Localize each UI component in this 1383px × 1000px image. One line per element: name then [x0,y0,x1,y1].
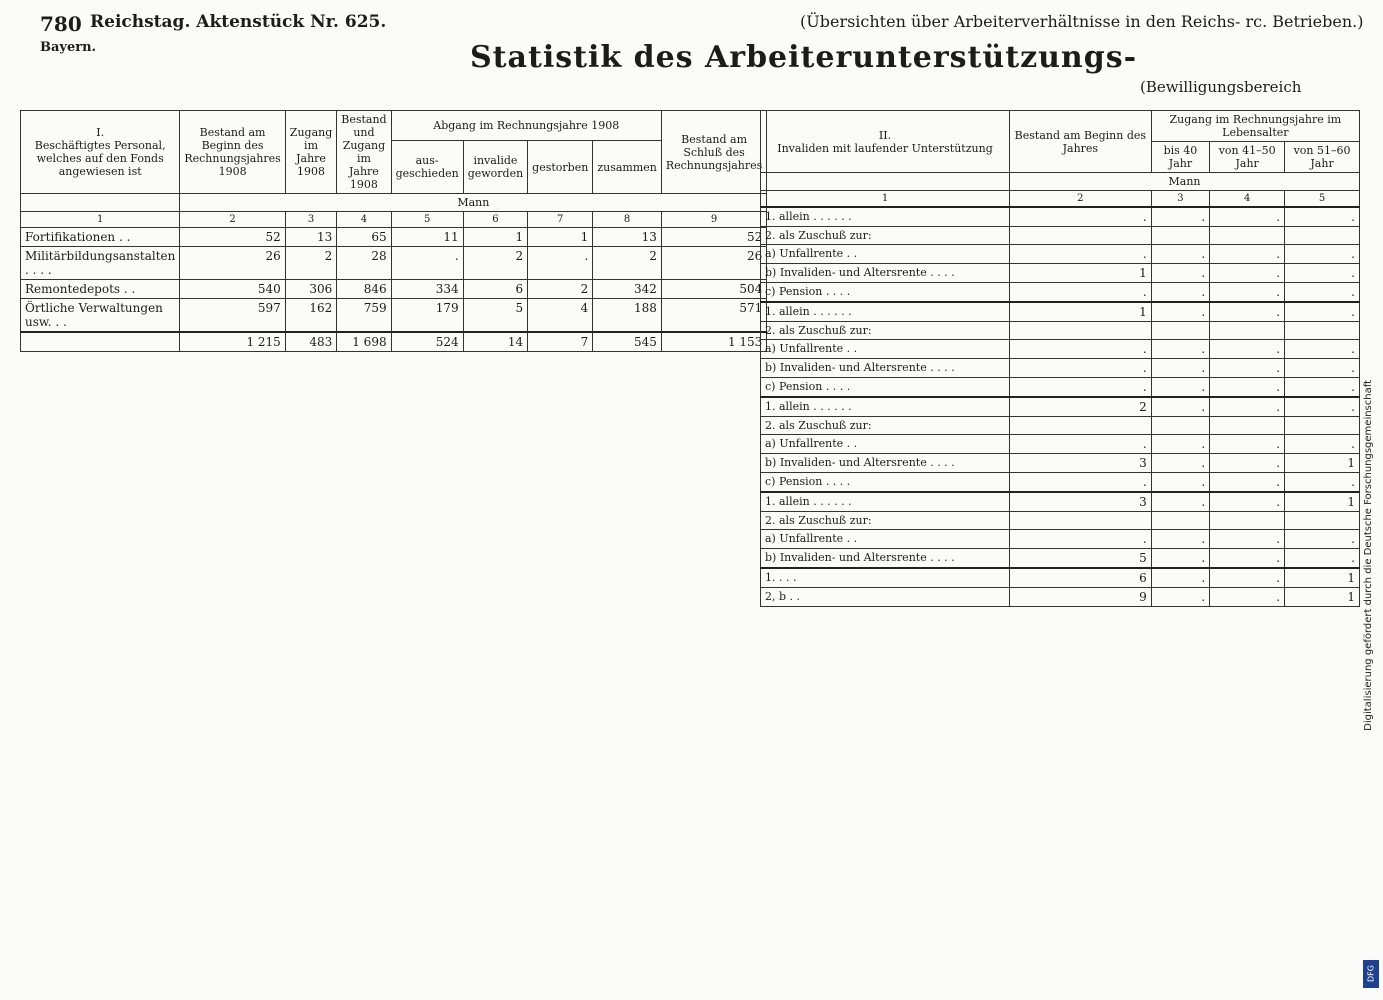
row-label: a) Unfallrente . . [761,530,1010,549]
column-index: 7 [528,212,593,228]
table-cell: 5 [1010,549,1152,569]
table-cell: 1 [1285,588,1360,607]
table-cell: 1 [1285,454,1360,473]
table-row [761,454,1360,473]
table-cell: . [1285,435,1360,454]
table-cell: 6 [463,280,527,299]
table-row [761,359,1360,378]
abgang-header: Abgang im Rechnungsjahre 1908 [391,111,661,141]
col-I-description: Beschäftigtes Personal, welches auf den Fonds angewiesen ist [34,139,166,178]
table-cell: 4 [528,299,593,333]
table-cell: 306 [285,280,336,299]
table-row [761,568,1360,588]
table-cell: . [1285,264,1360,283]
row-label: 2. als Zuschuß zur: [761,417,1010,435]
table-row [21,247,767,280]
table-row [21,228,767,247]
table-cell: . [1285,302,1360,322]
inv-column-index-row [761,191,1360,208]
inv-col-3-header: bis 40 Jahr [1151,142,1210,173]
table-cell: . [1151,245,1210,264]
table-row [761,340,1360,359]
row-label: 1. . . . [761,568,1010,588]
row-label: b) Invaliden- und Altersrente . . . . [761,264,1010,283]
row-label: a) Unfallrente . . [761,340,1010,359]
inv-col-5-header: von 51–60 Jahr [1285,142,1360,173]
column-index: 1 [21,212,180,228]
table-cell: 26 [180,247,285,280]
zugang-header: Zugang im Rechnungsjahre im Lebensalter [1151,111,1359,142]
table-cell: 504 [661,280,766,299]
col-II-header [761,111,1010,173]
table-row [21,299,767,333]
table-cell: . [1010,340,1152,359]
table-cell: . [1010,359,1152,378]
table-cell: 11 [391,228,463,247]
table-row [761,264,1360,283]
subject-line: (Übersichten über Arbeiterverhältnisse in den Reichs- rc. Betrieben.) [800,12,1364,31]
col-II-description: Invaliden mit laufender Unterstützung [777,141,993,155]
table-cell: . [1285,207,1360,227]
table-cell: . [1285,549,1360,569]
table-cell: . [1151,264,1210,283]
table-cell: . [1151,359,1210,378]
table-cell: . [1210,435,1285,454]
table-cell: 179 [391,299,463,333]
table-row [761,473,1360,493]
row-label: 1. allein . . . . . . [761,397,1010,417]
table-cell: 540 [180,280,285,299]
table-cell: 3 [1010,492,1152,512]
column-index: 5 [391,212,463,228]
table-cell: 5 [463,299,527,333]
table-cell: 759 [337,299,391,333]
table-cell [1151,322,1210,340]
table-row [761,322,1360,340]
table-invalids [760,110,1360,607]
table-cell: . [1151,378,1210,398]
row-label: 1. allein . . . . . . [761,207,1010,227]
table-cell: . [1151,302,1210,322]
table-cell: . [1285,245,1360,264]
row-label: 1. allein . . . . . . [761,302,1010,322]
table-cell: 3 [1010,454,1152,473]
table-row [21,332,767,352]
table-row [761,245,1360,264]
table-cell: . [1151,340,1210,359]
table-cell: . [1151,568,1210,588]
row-label: 2, b . . [761,588,1010,607]
table-cell: 2 [593,247,662,280]
table-cell: 1 [1010,264,1152,283]
row-label: Militärbildungsanstalten . . . . [21,247,180,280]
table-cell: 52 [180,228,285,247]
table-cell: 188 [593,299,662,333]
table-cell: . [391,247,463,280]
table-cell: . [528,247,593,280]
table-cell: 6 [1010,568,1152,588]
table-cell: . [1210,302,1285,322]
table-cell [1285,417,1360,435]
table-cell: . [1010,283,1152,303]
column-index: 3 [1151,191,1210,208]
table-cell: . [1285,473,1360,493]
table-row [761,492,1360,512]
row-label: b) Invaliden- und Altersrente . . . . [761,359,1010,378]
table-cell: 545 [593,332,662,352]
row-label: b) Invaliden- und Altersrente . . . . [761,454,1010,473]
table-cell: . [1210,359,1285,378]
table-cell: 1 [1285,568,1360,588]
table-cell [1210,322,1285,340]
column-index: 1 [761,191,1010,208]
col-3-header: Zugang im Jahre 1908 [285,111,336,194]
col-II-number: II. [878,128,892,142]
table-personnel [20,110,767,352]
table-cell: 846 [337,280,391,299]
page-title: Statistik des Arbeiterunterstützungs- [470,40,1138,75]
page-subtitle: (Bewilligungsbereich [1140,78,1302,96]
table-cell: 483 [285,332,336,352]
row-label [21,332,180,352]
table-cell: . [1210,245,1285,264]
table-cell: . [1151,207,1210,227]
table-cell: 1 215 [180,332,285,352]
table-cell: 524 [391,332,463,352]
table-cell: . [1010,435,1152,454]
table-cell [1285,322,1360,340]
table-row [761,207,1360,227]
table-cell: 65 [337,228,391,247]
table-cell: . [1210,454,1285,473]
row-label: 2. als Zuschuß zur: [761,322,1010,340]
col-I-header [21,111,180,194]
column-index: 6 [463,212,527,228]
table-cell [1010,227,1152,245]
column-index: 9 [661,212,766,228]
table-cell: 2 [528,280,593,299]
column-index: 4 [1210,191,1285,208]
table-cell: 1 153 [661,332,766,352]
table-row [761,302,1360,322]
table-row [761,227,1360,245]
table-cell [1151,512,1210,530]
col-2-header: Bestand am Beginn des Rechnungsjahres 1908 [180,111,285,194]
table-cell: . [1151,435,1210,454]
col-7-header: gestorben [528,141,593,194]
inv-col-4-header: von 41–50 Jahr [1210,142,1285,173]
table-cell [1151,227,1210,245]
col-4-header: Bestand und Zugang im Jahre 1908 [337,111,391,194]
row-label: 2. als Zuschuß zur: [761,512,1010,530]
row-label: Örtliche Verwaltungen usw. . . [21,299,180,333]
table-row [761,378,1360,398]
column-index: 4 [337,212,391,228]
table-cell: . [1010,245,1152,264]
table-cell: . [1010,378,1152,398]
row-label: Remontedepots . . [21,280,180,299]
table-cell: 1 [1010,302,1152,322]
region-label: Bayern. [40,40,97,55]
table-row [21,280,767,299]
table-cell: . [1210,530,1285,549]
table-cell: . [1010,530,1152,549]
table-cell: . [1151,397,1210,417]
table-cell: 571 [661,299,766,333]
table-cell: 2 [463,247,527,280]
table-cell: 334 [391,280,463,299]
unit-label: Mann [180,194,767,212]
row-label: b) Invaliden- und Altersrente . . . . [761,549,1010,569]
table-cell: . [1151,492,1210,512]
table-cell: 2 [1010,397,1152,417]
table-cell: . [1210,283,1285,303]
table-cell: . [1285,359,1360,378]
column-index: 3 [285,212,336,228]
row-label: Fortifikationen . . [21,228,180,247]
table-cell: 26 [661,247,766,280]
table-cell [1010,322,1152,340]
col-6-header: invalide geworden [463,141,527,194]
table-cell: 1 698 [337,332,391,352]
table-cell: 7 [528,332,593,352]
table-cell: 162 [285,299,336,333]
table-cell: . [1151,549,1210,569]
table-cell: 14 [463,332,527,352]
column-index: 5 [1285,191,1360,208]
row-label: c) Pension . . . . [761,283,1010,303]
table-cell: . [1010,207,1152,227]
table-row [761,397,1360,417]
table-cell [1285,227,1360,245]
inv-unit-spacer [761,173,1010,191]
table-row [761,283,1360,303]
table-row [761,417,1360,435]
table-cell: 342 [593,280,662,299]
table-cell: . [1210,492,1285,512]
table-row [761,530,1360,549]
col-I-number: I. [96,126,105,139]
table-cell: 52 [661,228,766,247]
col-8-header: zusammen [593,141,662,194]
row-label: a) Unfallrente . . [761,245,1010,264]
table-cell [1010,417,1152,435]
table-cell: 1 [463,228,527,247]
table-cell: 13 [593,228,662,247]
table-cell: . [1210,207,1285,227]
table-row [761,588,1360,607]
table-cell [1210,512,1285,530]
table-cell: . [1151,473,1210,493]
inv-col-2-header: Bestand am Beginn des Jahres [1010,111,1152,173]
table-cell: 2 [285,247,336,280]
table-cell: . [1210,340,1285,359]
row-label: 2. als Zuschuß zur: [761,227,1010,245]
table-cell: . [1151,454,1210,473]
table-cell: 28 [337,247,391,280]
table-cell: . [1210,264,1285,283]
table-cell: . [1285,340,1360,359]
table-cell: 1 [528,228,593,247]
table-cell [1151,417,1210,435]
table-row [761,435,1360,454]
table-cell: . [1210,397,1285,417]
table-cell: 597 [180,299,285,333]
column-index: 2 [1010,191,1152,208]
table-cell: 13 [285,228,336,247]
table-cell: . [1285,378,1360,398]
row-label: 1. allein . . . . . . [761,492,1010,512]
table-cell: . [1210,588,1285,607]
table-cell [1010,512,1152,530]
table-cell [1210,417,1285,435]
col-5-header: aus-geschieden [391,141,463,194]
table-cell: . [1210,549,1285,569]
table-cell: . [1285,530,1360,549]
table-row [761,512,1360,530]
table-row [761,549,1360,569]
table-cell: . [1010,473,1152,493]
row-label: a) Unfallrente . . [761,435,1010,454]
dfg-logo: DFG [1363,960,1379,988]
inv-unit-label: Mann [1010,173,1360,191]
table-cell: . [1151,588,1210,607]
table-cell: . [1151,530,1210,549]
source-reference: Reichstag. Aktenstück Nr. 625. [90,12,387,32]
column-index-row [21,212,767,228]
page-number: 780 [40,12,82,36]
table-cell: 1 [1285,492,1360,512]
row-label: c) Pension . . . . [761,378,1010,398]
table-cell: 9 [1010,588,1152,607]
table-cell [1285,512,1360,530]
column-index: 8 [593,212,662,228]
table-cell [1210,227,1285,245]
table-invalids-body [761,207,1360,607]
table-cell: . [1210,378,1285,398]
table-personnel-body [21,228,767,352]
column-index: 2 [180,212,285,228]
col-9-header: Bestand am Schluß des Rechnungsjahres [661,111,766,194]
table-cell: . [1210,473,1285,493]
digitization-credit: Digitalisierung gefördert durch die Deutsche Forschungsgemeinschaft [1363,380,1374,731]
table-cell: . [1285,397,1360,417]
row-label: c) Pension . . . . [761,473,1010,493]
table-cell: . [1210,568,1285,588]
table-cell: . [1285,283,1360,303]
unit-spacer [21,194,180,212]
table-cell: . [1151,283,1210,303]
